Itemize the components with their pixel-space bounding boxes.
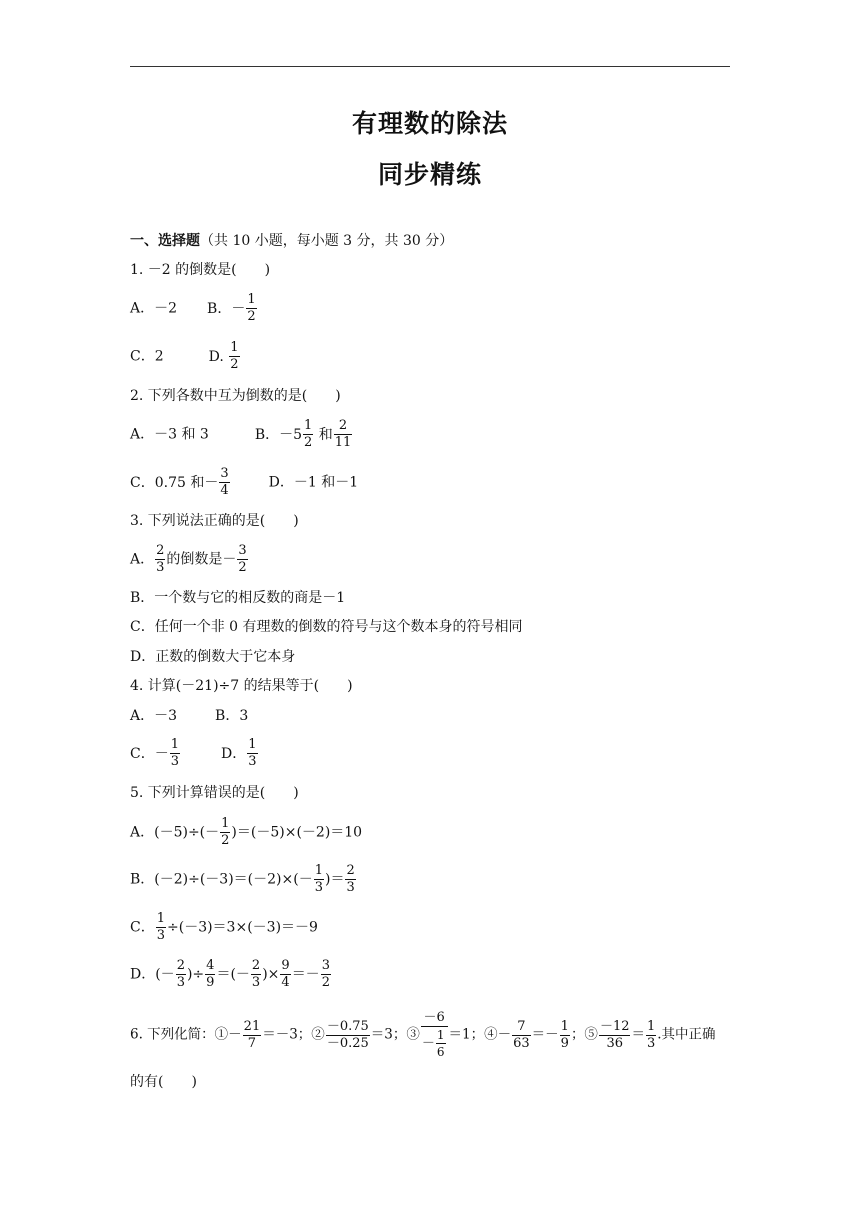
header-rule bbox=[130, 66, 730, 67]
q6-stem-cont: 的有( ) bbox=[130, 1074, 197, 1090]
q2-option-c: C．0.75 和－ $\frac{3}{4}$ bbox=[130, 466, 229, 498]
q3-option-b: B．一个数与它的相反数的商是－1 bbox=[130, 590, 346, 606]
q2-option-d: D．－1 和－1 bbox=[268, 474, 359, 491]
q1-option-a: A．－2 bbox=[130, 300, 178, 317]
q5-option-c: C． $\frac{1}{3}$ ÷(－3)＝3×(－3)＝－9 bbox=[130, 911, 318, 943]
section-heading bbox=[130, 231, 453, 251]
q2-stem: 2. 下列各数中互为倒数的是( ) bbox=[130, 388, 341, 404]
q2-options-ab bbox=[130, 418, 353, 451]
q4-options-cd bbox=[130, 737, 259, 770]
q3-stem: 3. 下列说法正确的是( ) bbox=[130, 513, 299, 529]
q1-options-ab bbox=[130, 292, 258, 325]
page-title: 有理数的除法 bbox=[351, 109, 508, 138]
q6-stem: 6. 下列化简：①－ $\frac{21}{7}$ ＝－3；② $\frac{-0.75}{-0.25}$ ＝3；③ －6 － $\frac{1}{6}$ ＝1；④－ $\frac{7}{63}$ ＝－ $\frac{1}{9}$ ；⑤ $\frac{-12}{36}$ ＝ $\frac{1}{3}$ .其中正确 bbox=[130, 1010, 716, 1059]
q3-option-c: C．任何一个非 0 有理数的倒数的符号与这个数本身的符号相同 bbox=[130, 619, 523, 635]
q3-option-a: A． $\frac{2}{3}$ 的倒数是－ $\frac{3}{2}$ bbox=[130, 543, 247, 575]
q1-stem: 1. －2 的倒数是( ) bbox=[130, 262, 271, 278]
q2-option-b: B．－5 $\frac{1}{2}$ 和 $\frac{2}{11}$ bbox=[254, 418, 352, 450]
q5-option-d: D．(－ $\frac{2}{3}$ )÷ $\frac{4}{9}$ ＝(－ $\frac{2}{3}$ )× $\frac{9}{4}$ ＝－ $\frac{3}{2}$ bbox=[130, 958, 330, 990]
q2-option-a: A．－3 和 3 bbox=[130, 426, 209, 443]
q1-option-b: B．－ $\frac{1}{2}$ bbox=[207, 292, 256, 324]
page-subtitle: 同步精练 bbox=[377, 160, 482, 189]
section-note: （共 10 小题，每小题 3 分，共 30 分） bbox=[200, 233, 454, 249]
q5-stem: 5. 下列计算错误的是( ) bbox=[130, 785, 299, 801]
q1-options-cd bbox=[130, 340, 241, 373]
q5-option-a: A．(－5)÷(－ $\frac{1}{2}$ )＝(－5)×(－2)＝10 bbox=[130, 816, 363, 848]
q5-option-b: B．(－2)÷(－3)＝(－2)×(－ $\frac{1}{3}$ )＝ $\frac{2}{3}$ bbox=[130, 863, 355, 895]
q4-option-c: C．－ $\frac{1}{3}$ bbox=[130, 737, 179, 769]
q4-stem: 4. 计算(－21)÷7 的结果等于( ) bbox=[130, 678, 353, 694]
q4-options-ab bbox=[130, 706, 248, 726]
q1-option-d: D. $\frac{1}{2}$ bbox=[208, 340, 239, 372]
section-label: 一、选择题 bbox=[130, 233, 200, 249]
q3-option-d: D．正数的倒数大于它本身 bbox=[130, 649, 296, 665]
q4-option-a: A．－3 bbox=[130, 708, 178, 724]
q4-option-b: B．3 bbox=[215, 708, 249, 724]
q2-options-cd bbox=[130, 466, 358, 499]
q4-option-d: D． $\frac{1}{3}$ bbox=[221, 737, 257, 769]
q1-option-c: C．2 bbox=[130, 348, 164, 365]
